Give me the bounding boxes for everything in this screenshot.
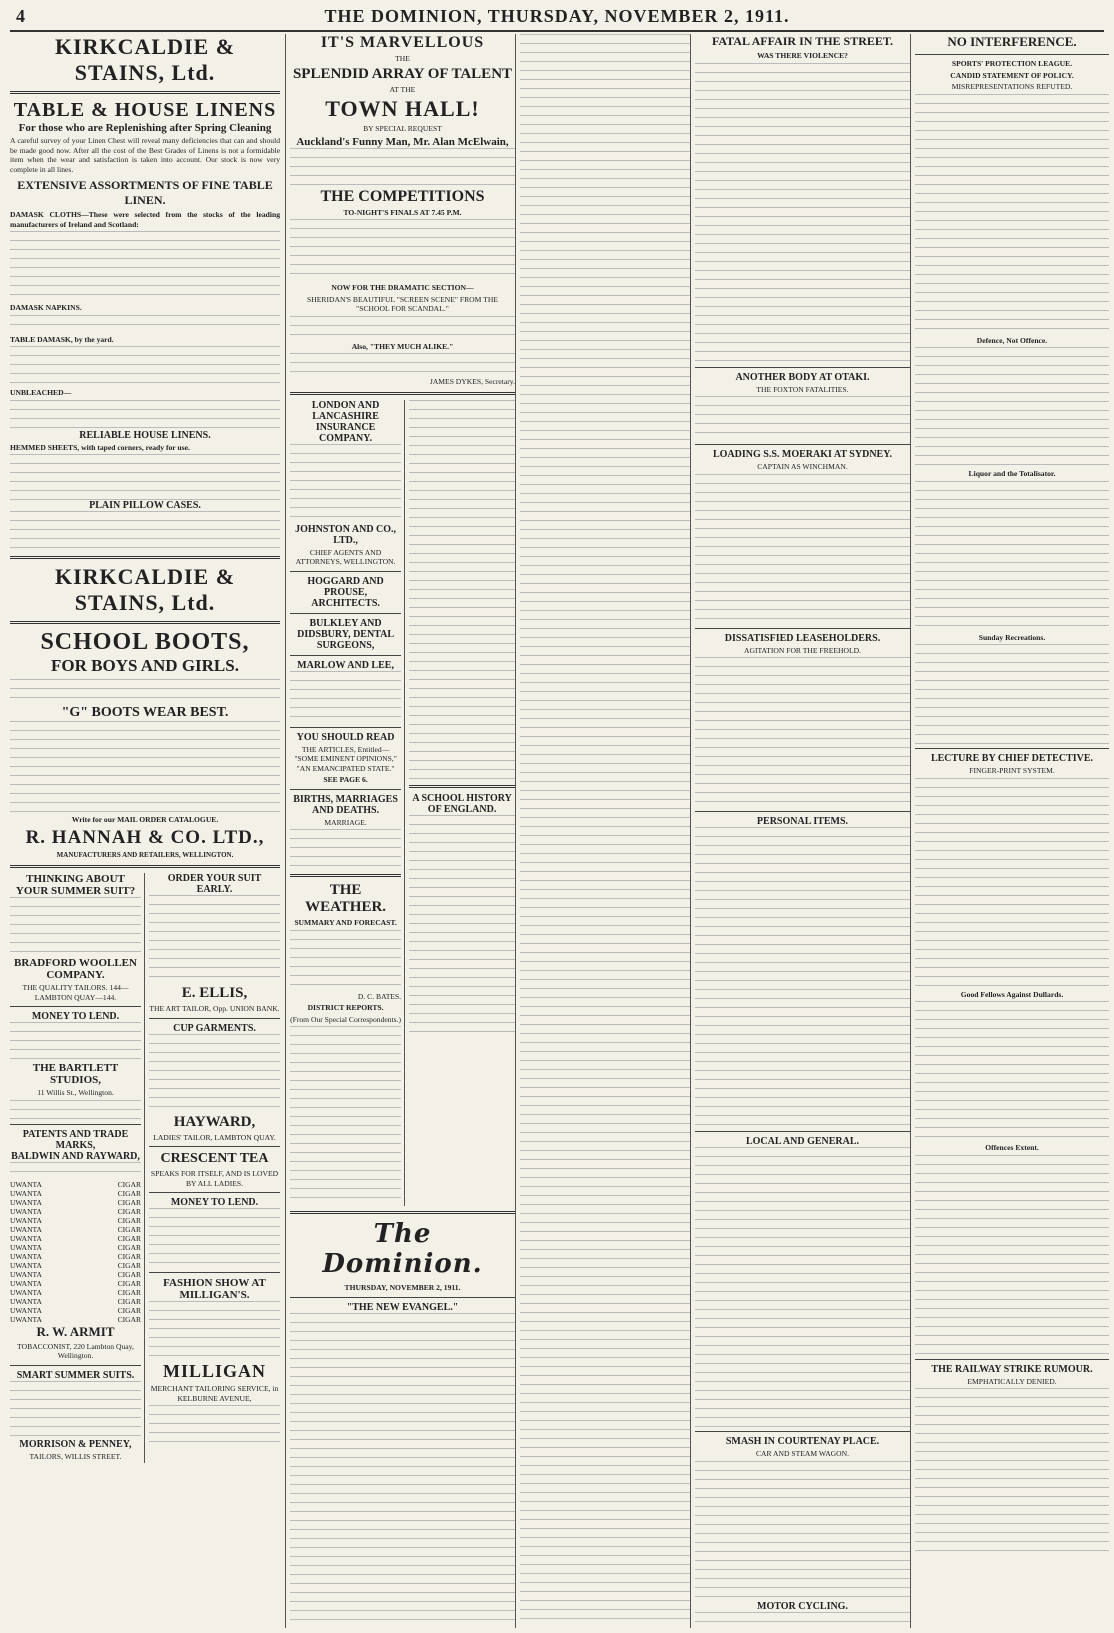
candid-heading: CANDID STATEMENT OF POLICY. — [950, 70, 1074, 80]
misrep-heading: MISREPRESENTATIONS REFUTED. — [951, 82, 1073, 91]
ellis-sub: THE ART TAILOR, Opp. UNION BANK. — [149, 1004, 280, 1013]
milligan-heading: MILLIGAN — [162, 1361, 266, 1381]
lecture-text — [915, 778, 1109, 988]
uwanta-row — [10, 1225, 141, 1234]
uwanta-row — [10, 1207, 141, 1216]
fashion-show-text — [149, 1301, 280, 1361]
column-sports-league — [910, 34, 1109, 1628]
boots-intro — [10, 679, 280, 705]
cup-garments-heading: CUP GARMENTS. — [173, 1022, 256, 1034]
uwanta-label: UWANTA — [10, 1314, 42, 1324]
damask-price-list — [10, 231, 280, 301]
offences-text — [915, 1155, 1109, 1355]
railway-text — [915, 1388, 1109, 1558]
see-page: SEE PAGE 6. — [323, 775, 368, 784]
uwanta-label: UWANTA — [10, 1206, 42, 1216]
morrison-heading: MORRISON & PENNEY, — [19, 1438, 132, 1450]
bdm-heading: BIRTHS, MARRIAGES AND DEATHS. — [293, 793, 398, 816]
cigar-label: CIGAR — [117, 1278, 141, 1288]
splendid-heading: SPLENDID ARRAY OF TALENT — [292, 65, 513, 82]
hayward-sub: LADIES' TAILOR, LAMBTON QUAY. — [153, 1132, 276, 1142]
car-steam-subheading: CAR AND STEAM WAGON. — [755, 1449, 850, 1458]
cigar-label: CIGAR — [117, 1296, 141, 1306]
uwanta-row — [10, 1198, 141, 1207]
column-entertainment — [285, 34, 515, 1628]
uwanta-row — [10, 1279, 141, 1288]
foxton-subheading: THE FOXTON FATALITIES. — [756, 384, 849, 394]
violence-subheading: WAS THERE VIOLENCE? — [757, 51, 848, 60]
cigar-label: CIGAR — [117, 1179, 141, 1189]
district-text — [290, 1026, 401, 1206]
masthead-title: THE DOMINION, THURSDAY, NOVEMBER 2, 1911. — [324, 6, 790, 26]
school-boots-heading: SCHOOL BOOTS, — [40, 629, 250, 655]
uwanta-row — [10, 1288, 141, 1297]
uwanta-row — [10, 1180, 141, 1189]
linen-intro: A careful survey of your Linen Chest will reveal many deficiencies that can and should be made good now. After all the cost of the Best Grades of Linens is not a formidable item when the wear and satisfaction is taken into account. Our stock is now very complete in all lines. — [10, 136, 280, 174]
uwanta-label: UWANTA — [10, 1233, 42, 1243]
uwanta-row — [10, 1189, 141, 1198]
cast-list — [290, 316, 515, 340]
unbleached: UNBLEACHED— — [10, 388, 72, 397]
table-damask: TABLE DAMASK, by the yard. — [10, 334, 114, 344]
ellis-heading: E. ELLIS, — [181, 985, 248, 1001]
cigar-label: CIGAR — [117, 1260, 141, 1270]
uwanta-label: UWANTA — [10, 1242, 42, 1252]
fatal-affair-text — [695, 63, 910, 363]
no-interference-heading: NO INTERFERENCE. — [947, 34, 1077, 49]
page-number: 4 — [16, 6, 25, 26]
motor-cycling-heading: MOTOR CYCLING. — [757, 1600, 848, 1612]
cigar-label: CIGAR — [117, 1197, 141, 1207]
uwanta-label: UWANTA — [10, 1296, 42, 1306]
marlow-heading: MARLOW AND LEE, — [297, 659, 394, 671]
agitation-subheading: AGITATION FOR THE FREEHOLD. — [744, 645, 861, 655]
cup-garments-text — [149, 1034, 280, 1114]
sheets-list — [10, 454, 280, 500]
defence-subheading: Defence, Not Offence. — [976, 335, 1048, 345]
bradford-sub: THE QUALITY TAILORS. 144—LAMBTON QUAY—144. — [22, 983, 129, 1002]
tailors-row — [10, 873, 280, 1463]
smart-suits-text — [10, 1381, 141, 1439]
extensive-heading: EXTENSIVE ASSORTMENTS OF FINE TABLE LINEN. — [17, 178, 273, 207]
editorial-body-text — [520, 34, 690, 1624]
should-read-heading: YOU SHOULD READ — [296, 731, 395, 743]
uwanta-label: UWANTA — [10, 1305, 42, 1315]
summer-suit-heading: THINKING ABOUT YOUR SUMMER SUIT? — [15, 873, 136, 897]
crescent-tea-heading: CRESCENT TEA — [160, 1151, 269, 1166]
uwanta-label: UWANTA — [10, 1188, 42, 1198]
g-boots-heading: "G" BOOTS WEAR BEST. — [61, 705, 229, 720]
local-heading: LOCAL AND GENERAL. — [745, 1136, 860, 1147]
uwanta-cigar-list — [10, 1180, 141, 1324]
uwanta-row — [10, 1261, 141, 1270]
captain-subheading: CAPTAIN AS WINCHMAN. — [757, 462, 848, 471]
loading-text — [695, 474, 910, 624]
cigar-label: CIGAR — [117, 1215, 141, 1225]
marlow-text — [290, 671, 401, 723]
uwanta-row — [10, 1252, 141, 1261]
sunday-text — [915, 644, 1109, 744]
fatal-affair-heading: FATAL AFFAIR IN THE STREET. — [711, 34, 894, 48]
order-early-text — [149, 895, 280, 985]
leaseholders-text — [695, 657, 910, 807]
bradford-heading: BRADFORD WOOLLEN COMPANY. — [14, 957, 137, 981]
bartlett-sub: 11 Willis St., Wellington. — [37, 1088, 114, 1097]
dissatisfied-heading: DISSATISFIED LEASEHOLDERS. — [724, 632, 881, 644]
masthead — [10, 4, 1104, 32]
sports-league-heading: SPORTS' PROTECTION LEAGUE. — [951, 59, 1073, 68]
boys-girls-heading: FOR BOYS AND GIRLS. — [51, 656, 239, 675]
uwanta-row — [10, 1297, 141, 1306]
new-evangel-text — [290, 1313, 515, 1623]
replenish-subheading: For those who are Replenishing after Spring Cleaning — [18, 122, 272, 134]
bartlett-text — [10, 1100, 141, 1120]
district-sub: (From Our Special Correspondents.) — [290, 1014, 402, 1024]
fashion-show-heading: FASHION SHOW AT MILLIGAN'S. — [163, 1277, 266, 1301]
at-the-label: AT THE — [389, 84, 416, 94]
morrison-sub: TAILORS, WILLIS STREET. — [29, 1451, 122, 1461]
money-lend-text — [10, 1022, 141, 1062]
damask-napkins: DAMASK NAPKINS. — [10, 303, 82, 312]
uwanta-label: UWANTA — [10, 1251, 42, 1261]
lecture-heading: LECTURE BY CHIEF DETECTIVE. — [930, 753, 1094, 764]
uwanta-row — [10, 1315, 141, 1324]
insurance-text — [290, 444, 401, 524]
district-heading: DISTRICT REPORTS. — [307, 1003, 384, 1012]
good-fellows-subheading: Good Fellows Against Dullards. — [960, 989, 1064, 999]
smash-heading: SMASH IN COURTENAY PLACE. — [725, 1436, 880, 1447]
patents-heading: PATENTS AND TRADE MARKS, — [22, 1128, 129, 1151]
weather-text — [290, 930, 401, 990]
uwanta-row — [10, 1270, 141, 1279]
milligan-sub: MERCHANT TAILORING SERVICE, in KELBURNE AVENUE, — [150, 1384, 279, 1403]
fingerprint-subheading: FINGER-PRINT SYSTEM. — [969, 766, 1055, 775]
reserved-text — [290, 353, 515, 375]
hoggard-heading: HOGGARD AND PROUSE, ARCHITECTS. — [307, 575, 384, 609]
summary-heading: SUMMARY AND FORECAST. — [294, 918, 397, 927]
hayward-heading: HAYWARD, — [173, 1113, 256, 1130]
kirkcaldie-heading: KIRKCALDIE & STAINS, Ltd. — [54, 34, 236, 85]
bartlett-heading: THE BARTLETT STUDIOS, — [32, 1062, 119, 1086]
editorial-text — [409, 400, 515, 780]
personal-text — [695, 827, 910, 1127]
boots-price-list — [10, 721, 280, 813]
sheridan-text: SHERIDAN'S BEAUTIFUL "SCREEN SCENE" FROM THE "SCHOOL FOR SCANDAL." — [307, 294, 498, 313]
london-lancashire: LONDON AND LANCASHIRE INSURANCE COMPANY. — [311, 399, 380, 444]
competitions-text — [290, 219, 515, 281]
sunday-subheading: Sunday Recreations. — [978, 632, 1046, 642]
marvellous-heading: IT'S MARVELLOUS — [320, 34, 485, 51]
town-hall-heading: TOWN HALL! — [325, 96, 480, 121]
personal-heading: PERSONAL ITEMS. — [756, 816, 849, 827]
money-lend-heading: MONEY TO LEND. — [31, 1011, 120, 1022]
bulkley-heading: BULKLEY AND DIDSBURY, DENTAL SURGEONS, — [297, 617, 395, 651]
history-text — [409, 815, 515, 1035]
otaki-text — [695, 396, 910, 440]
uwanta-label: UWANTA — [10, 1260, 42, 1270]
uwanta-label: UWANTA — [10, 1269, 42, 1279]
local-text — [695, 1147, 910, 1427]
also-text: Also, "THEY MUCH ALIKE." — [351, 341, 454, 351]
another-body-heading: ANOTHER BODY AT OTAKI. — [735, 371, 870, 383]
competitions-heading: THE COMPETITIONS — [320, 187, 485, 205]
cigar-label: CIGAR — [117, 1314, 141, 1324]
offences-subheading: Offences Extent. — [985, 1143, 1039, 1152]
uwanta-row — [10, 1306, 141, 1315]
funny-man-text — [290, 148, 515, 188]
unbleached-list — [10, 400, 280, 430]
cigar-label: CIGAR — [117, 1305, 141, 1315]
uwanta-label: UWANTA — [10, 1224, 42, 1234]
marriage-text — [290, 829, 401, 869]
johnston-sub: CHIEF AGENTS AND ATTORNEYS, WELLINGTON. — [295, 547, 396, 566]
uwanta-row — [10, 1234, 141, 1243]
funny-man-heading: Auckland's Funny Man, Mr. Alan McElwain, — [296, 135, 509, 148]
dominion-date: THURSDAY, NOVEMBER 2, 1911. — [344, 1283, 461, 1292]
loading-heading: LOADING S.S. MOERAKI AT SYDNEY. — [712, 449, 893, 460]
damask-cloths: DAMASK CLOTHS—These were selected from the stocks of the leading manufacturers of Ireland and Scotland: — [10, 210, 280, 229]
armit-heading: R. W. ARMIT — [36, 1323, 115, 1339]
railway-heading: THE RAILWAY STRIKE RUMOUR. — [931, 1363, 1093, 1375]
uwanta-label: UWANTA — [10, 1287, 42, 1297]
summer-suit-text — [10, 897, 141, 957]
cigar-label: CIGAR — [117, 1188, 141, 1198]
history-heading: A SCHOOL HISTORY OF ENGLAND. — [412, 792, 512, 815]
uwanta-row — [10, 1216, 141, 1225]
finals-heading: TO-NIGHT'S FINALS AT 7.45 P.M. — [343, 207, 462, 217]
uwanta-label: UWANTA — [10, 1179, 42, 1189]
johnston-heading: JOHNSTON AND CO., LTD., — [295, 523, 397, 546]
cigar-label: CIGAR — [117, 1287, 141, 1297]
cigar-label: CIGAR — [117, 1206, 141, 1216]
smart-suits-heading: SMART SUMMER SUITS. — [16, 1369, 135, 1381]
new-evangel-heading: "THE NEW EVANGEL." — [346, 1301, 459, 1313]
dramatic-heading: NOW FOR THE DRAMATIC SECTION— — [331, 283, 474, 292]
baldwin-heading: BALDWIN AND RAYWARD, — [11, 1150, 140, 1162]
order-early-heading: ORDER YOUR SUIT EARLY. — [167, 873, 262, 895]
uwanta-row — [10, 1243, 141, 1252]
uwanta-label: UWANTA — [10, 1197, 42, 1207]
bates-signature: D. C. BATES. — [357, 991, 402, 1001]
hannah-sub: MANUFACTURERS AND RETAILERS, WELLINGTON. — [56, 850, 234, 859]
mail-order: Write for our MAIL ORDER CATALOGUE. — [71, 815, 219, 824]
special-request: BY SPECIAL REQUEST — [363, 124, 442, 133]
pillow-heading: PLAIN PILLOW CASES. — [89, 500, 201, 511]
articles-text: THE ARTICLES, Entitled— "SOME EMINENT OPINIONS," "AN EMANCIPATED STATE." — [294, 744, 397, 773]
liquor-subheading: Liquor and the Totalisator. — [968, 469, 1056, 478]
armit-sub: TOBACCONIST, 220 Lambton Quay, Wellington. — [17, 1341, 134, 1360]
hemmed-sheets: HEMMED SHEETS, with taped corners, ready for use. — [10, 442, 190, 452]
column-advertisements-left — [10, 34, 280, 1628]
kirkcaldie-heading-2: KIRKCALDIE & STAINS, Ltd. — [54, 564, 236, 615]
hannah-heading: R. HANNAH & CO. LTD., — [25, 826, 265, 848]
baldwin-text — [10, 1162, 141, 1180]
cigar-label: CIGAR — [117, 1242, 141, 1252]
denied-subheading: EMPHATICALLY DENIED. — [967, 1376, 1057, 1386]
the-label: THE — [395, 54, 410, 63]
cigar-label: CIGAR — [117, 1233, 141, 1243]
uwanta-label: UWANTA — [10, 1278, 42, 1288]
business-cards-row — [290, 400, 515, 1207]
milligan-text — [149, 1405, 280, 1445]
cigar-label: CIGAR — [117, 1251, 141, 1261]
liquor-text — [915, 481, 1109, 631]
column-news — [690, 34, 910, 1628]
column-editorial — [515, 34, 690, 1628]
money-lend-heading-2: MONEY TO LEND. — [170, 1197, 259, 1208]
motor-cycling-text — [695, 1612, 910, 1629]
marriage-heading: MARRIAGE. — [324, 817, 367, 827]
defence-text — [915, 347, 1109, 467]
crescent-sub: SPEAKS FOR ITSELF, AND IS LOVED BY ALL LADIES. — [150, 1169, 279, 1188]
dominion-logo: The Dominion. — [322, 1219, 483, 1279]
cigar-label: CIGAR — [117, 1269, 141, 1279]
uwanta-label: UWANTA — [10, 1215, 42, 1225]
league-objects-text — [915, 94, 1109, 334]
money-lend-text-2 — [149, 1208, 280, 1268]
cigar-label: CIGAR — [117, 1224, 141, 1234]
smash-text — [695, 1461, 910, 1601]
weather-heading: THE WEATHER. — [305, 882, 387, 915]
table-linens-heading: TABLE & HOUSE LINENS — [13, 99, 277, 121]
reliable-heading: RELIABLE HOUSE LINENS. — [79, 429, 211, 441]
good-fellows-text — [915, 1001, 1109, 1141]
dykes-signature: JAMES DYKES, Secretary. — [429, 377, 515, 386]
damask-yard-list — [10, 346, 280, 386]
pillow-list — [10, 511, 280, 551]
napkin-price-list — [10, 315, 280, 333]
